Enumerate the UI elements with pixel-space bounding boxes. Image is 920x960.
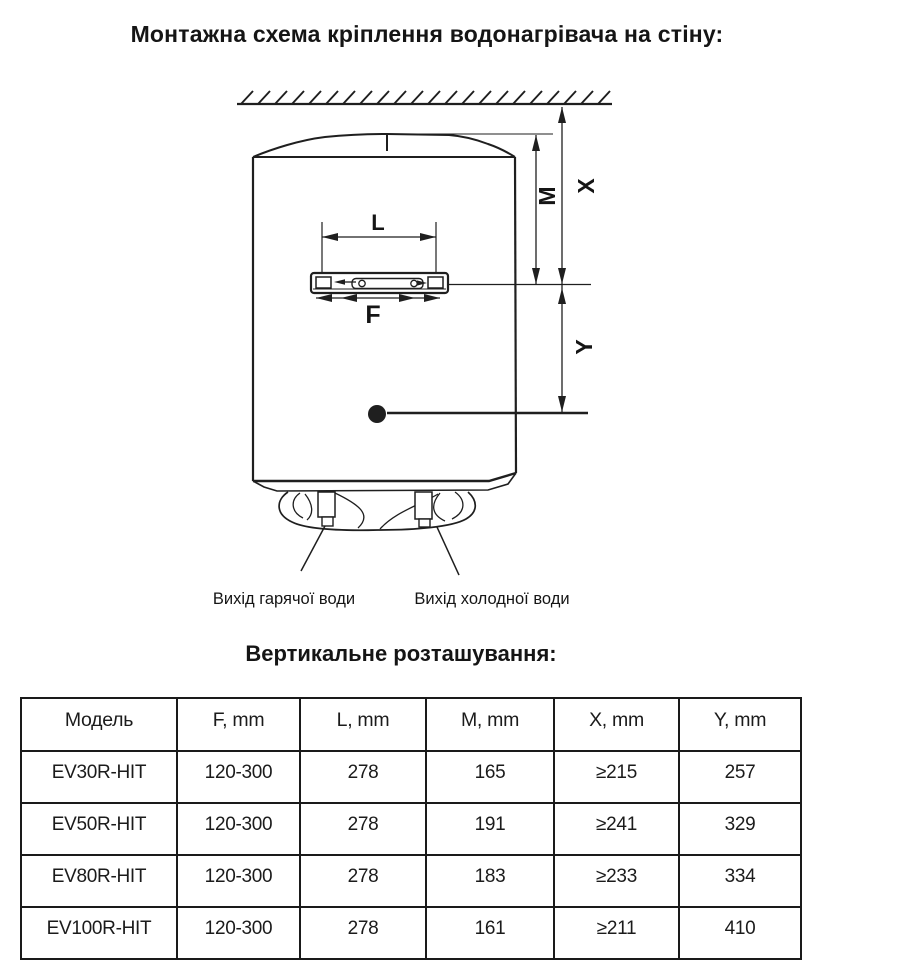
cell-M: 165: [426, 751, 554, 803]
dimension-X-Y: [558, 107, 599, 412]
col-header-F: F, mm: [177, 698, 300, 751]
dim-label-X: X: [573, 178, 599, 194]
cell-L: 278: [300, 803, 426, 855]
bracket-left-tab: [316, 277, 331, 288]
dim-label-M: M: [534, 186, 560, 206]
cell-X: ≥211: [554, 907, 679, 959]
cell-model: EV80R-HIT: [21, 855, 177, 907]
mounting-bracket: [311, 273, 448, 293]
cell-model: EV30R-HIT: [21, 751, 177, 803]
col-header-L: L, mm: [300, 698, 426, 751]
table-row: [21, 803, 801, 855]
cell-Y: 329: [679, 803, 801, 855]
cell-M: 161: [426, 907, 554, 959]
bracket-screw-left: [359, 280, 365, 286]
table-row: [21, 751, 801, 803]
cell-L: 278: [300, 907, 426, 959]
bracket-right-tab: [428, 277, 443, 288]
dimension-F: [316, 294, 440, 329]
dimension-M: [532, 135, 560, 284]
cell-F: 120-300: [177, 907, 300, 959]
cold-water-pipe: [415, 492, 432, 527]
cell-F: 120-300: [177, 855, 300, 907]
cell-F: 120-300: [177, 803, 300, 855]
bracket-screw-right: [411, 280, 417, 286]
dim-label-F: F: [365, 301, 381, 329]
cold-outlet-label: Вихід холодної води: [414, 590, 570, 608]
cap-inner-left-arc: [293, 493, 303, 518]
bottom-cap: [279, 492, 475, 530]
cell-X: ≥233: [554, 855, 679, 907]
cell-L: 278: [300, 751, 426, 803]
cell-Y: 334: [679, 855, 801, 907]
hot-outlet-label: Вихід гарячої води: [212, 590, 356, 608]
outlet-callouts: [213, 526, 570, 608]
col-header-model: Модель: [21, 698, 177, 751]
dimensions-table: [20, 697, 802, 960]
hot-water-pipe: [318, 492, 335, 526]
cell-M: 183: [426, 855, 554, 907]
cell-M: 191: [426, 803, 554, 855]
cell-X: ≥241: [554, 803, 679, 855]
cell-Y: 410: [679, 907, 801, 959]
cell-model: EV100R-HIT: [21, 907, 177, 959]
cell-F: 120-300: [177, 751, 300, 803]
dim-label-L: L: [371, 210, 385, 235]
col-header-M: M, mm: [426, 698, 554, 751]
dim-label-Y: Y: [571, 339, 597, 355]
table-header-row: [21, 698, 801, 751]
hot-outlet-leader: [301, 526, 325, 571]
table-row: [21, 907, 801, 959]
section-title: Вертикальне розташування:: [245, 641, 557, 666]
cold-outlet-leader: [437, 527, 459, 575]
cell-X: ≥215: [554, 751, 679, 803]
ceiling-hatch: [237, 91, 612, 104]
dimension-L: [322, 210, 436, 272]
cap-inner-right-arc: [452, 492, 463, 519]
col-header-X: X, mm: [554, 698, 679, 751]
table-row: [21, 855, 801, 907]
col-header-Y: Y, mm: [679, 698, 801, 751]
water-heater-outline: [253, 134, 516, 491]
page-title: Монтажна схема кріплення водонагрівача на стіну:: [130, 21, 724, 47]
cell-L: 278: [300, 855, 426, 907]
cell-model: EV50R-HIT: [21, 803, 177, 855]
cell-Y: 257: [679, 751, 801, 803]
anchor-point-dot: [368, 405, 386, 423]
